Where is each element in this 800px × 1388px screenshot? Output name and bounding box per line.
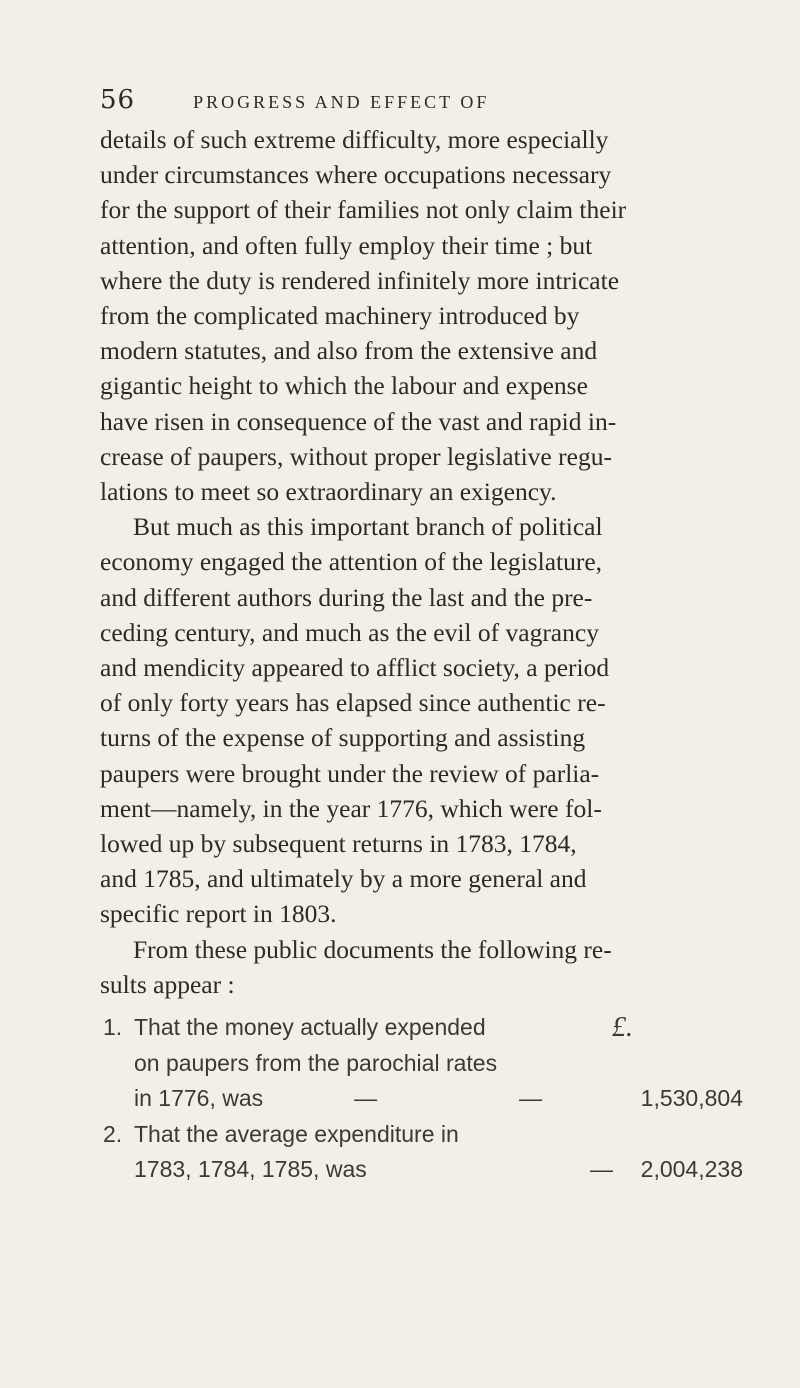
page-header bbox=[100, 85, 720, 115]
leader-dash: — bbox=[354, 1085, 378, 1111]
leader-dashes bbox=[367, 1152, 633, 1188]
results-list bbox=[103, 1010, 743, 1188]
running-title: PROGRESS AND EFFECT OF bbox=[193, 92, 490, 112]
text-line: where the duty is rendered infinitely more intricate bbox=[100, 265, 620, 295]
text-line: economy engaged the attention of the legislature, bbox=[100, 547, 603, 577]
text-line: under circumstances where occupations necessary bbox=[100, 160, 612, 190]
text-line: for the support of their families not only claim their bbox=[100, 195, 627, 225]
list-item bbox=[103, 1010, 743, 1046]
text-line: of only forty years has elapsed since authentic re- bbox=[100, 688, 606, 718]
text-line: attention, and often fully employ their time ; but bbox=[100, 230, 593, 260]
list-item-continuation bbox=[103, 1081, 743, 1117]
text-line: and 1785, and ultimately by a more general and bbox=[100, 864, 587, 894]
page-number: 56 bbox=[100, 85, 136, 115]
text-line: details of such extreme difficulty, more especially bbox=[100, 125, 609, 154]
list-item bbox=[103, 1117, 743, 1153]
currency-header: £. bbox=[612, 1012, 633, 1043]
leader-dash: — bbox=[590, 1156, 613, 1182]
item-amount: 2,004,238 bbox=[640, 1156, 743, 1182]
text-line: lations to meet so extraordinary an exigency. bbox=[100, 477, 557, 507]
item-number: 1. bbox=[103, 1014, 123, 1040]
item-text: on paupers from the parochial rates bbox=[134, 1049, 498, 1076]
list-item-continuation bbox=[103, 1152, 743, 1188]
item-number: 2. bbox=[103, 1120, 123, 1147]
body-text bbox=[100, 122, 740, 1002]
text-line: and different authors during the last and the pre- bbox=[100, 582, 593, 612]
text-line: turns of the expense of supporting and assisting bbox=[100, 723, 586, 753]
text-line: from the complicated machinery introduced by bbox=[100, 301, 580, 331]
list-item-continuation bbox=[103, 1046, 743, 1082]
text-line: lowed up by subsequent returns in 1783, 1784, bbox=[100, 829, 577, 859]
item-text: That the average expenditure in bbox=[134, 1120, 459, 1147]
leader-dash: — bbox=[519, 1085, 543, 1111]
text-line: and mendicity appeared to afflict society, a period bbox=[100, 653, 610, 683]
text-line: crease of paupers, without proper legislative regu- bbox=[100, 441, 612, 471]
text-line: ment—namely, in the year 1776, which were fol- bbox=[100, 793, 602, 823]
text-line: modern statutes, and also from the extensive and bbox=[100, 336, 598, 366]
text-line: gigantic height to which the labour and expense bbox=[100, 371, 588, 401]
paragraph-start-line: From these public documents the following re- bbox=[133, 934, 612, 964]
text-line: sults appear : bbox=[100, 969, 235, 999]
item-text: 1783, 1784, 1785, was bbox=[134, 1156, 367, 1182]
text-line: paupers were brought under the review of parlia- bbox=[100, 758, 600, 788]
item-text: That the money actually expended bbox=[134, 1014, 486, 1040]
paragraph-start-line: But much as this important branch of political bbox=[133, 512, 603, 542]
text-line: have risen in consequence of the vast and rapid in- bbox=[100, 406, 617, 436]
text-line: specific report in 1803. bbox=[100, 899, 337, 929]
text-line: ceding century, and much as the evil of vagrancy bbox=[100, 617, 599, 647]
item-text: in 1776, was bbox=[134, 1085, 264, 1111]
item-amount: 1,530,804 bbox=[640, 1085, 743, 1111]
leader-dashes bbox=[263, 1081, 633, 1117]
